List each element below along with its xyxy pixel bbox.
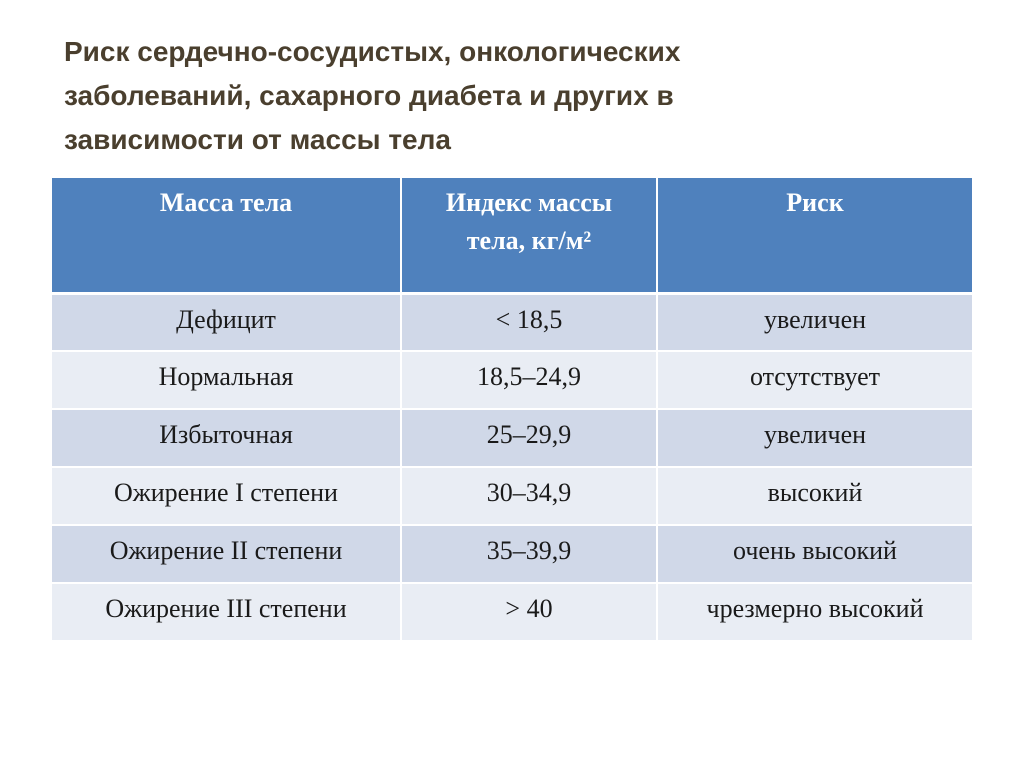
cell-mass: Избыточная [52, 409, 401, 467]
header-risk: Риск [657, 178, 972, 293]
cell-bmi: 25–29,9 [401, 409, 657, 467]
table-row [52, 409, 972, 467]
header-mass: Масса тела [52, 178, 401, 293]
cell-mass: Ожирение III степени [52, 583, 401, 641]
header-row [52, 178, 972, 293]
table-row [52, 467, 972, 525]
table-row [52, 583, 972, 641]
cell-risk: увеличен [657, 409, 972, 467]
cell-mass: Нормальная [52, 351, 401, 409]
header-bmi [401, 178, 657, 293]
cell-bmi: 30–34,9 [401, 467, 657, 525]
title-line: зависимости от массы тела [64, 124, 451, 155]
header-bmi-line1: Индекс массы [445, 188, 613, 217]
cell-risk: высокий [657, 467, 972, 525]
cell-mass: Ожирение I степени [52, 467, 401, 525]
table-row [52, 293, 972, 351]
table-row [52, 525, 972, 583]
cell-bmi: > 40 [401, 583, 657, 641]
bmi-risk-table [52, 178, 972, 642]
table-body [52, 293, 972, 641]
slide-title [64, 30, 964, 162]
title-line: Риск сердечно-сосудистых, онкологических [64, 36, 681, 67]
title-line: заболеваний, сахарного диабета и других в [64, 80, 674, 111]
table-header [52, 178, 972, 293]
cell-bmi: 35–39,9 [401, 525, 657, 583]
cell-mass: Ожирение II степени [52, 525, 401, 583]
cell-bmi: 18,5–24,9 [401, 351, 657, 409]
cell-bmi: < 18,5 [401, 293, 657, 351]
cell-risk: чрезмерно высокий [657, 583, 972, 641]
cell-risk: очень высокий [657, 525, 972, 583]
table-row [52, 351, 972, 409]
header-bmi-line2: тела, кг/м² [466, 226, 592, 255]
cell-risk: увеличен [657, 293, 972, 351]
cell-risk: отсутствует [657, 351, 972, 409]
cell-mass: Дефицит [52, 293, 401, 351]
